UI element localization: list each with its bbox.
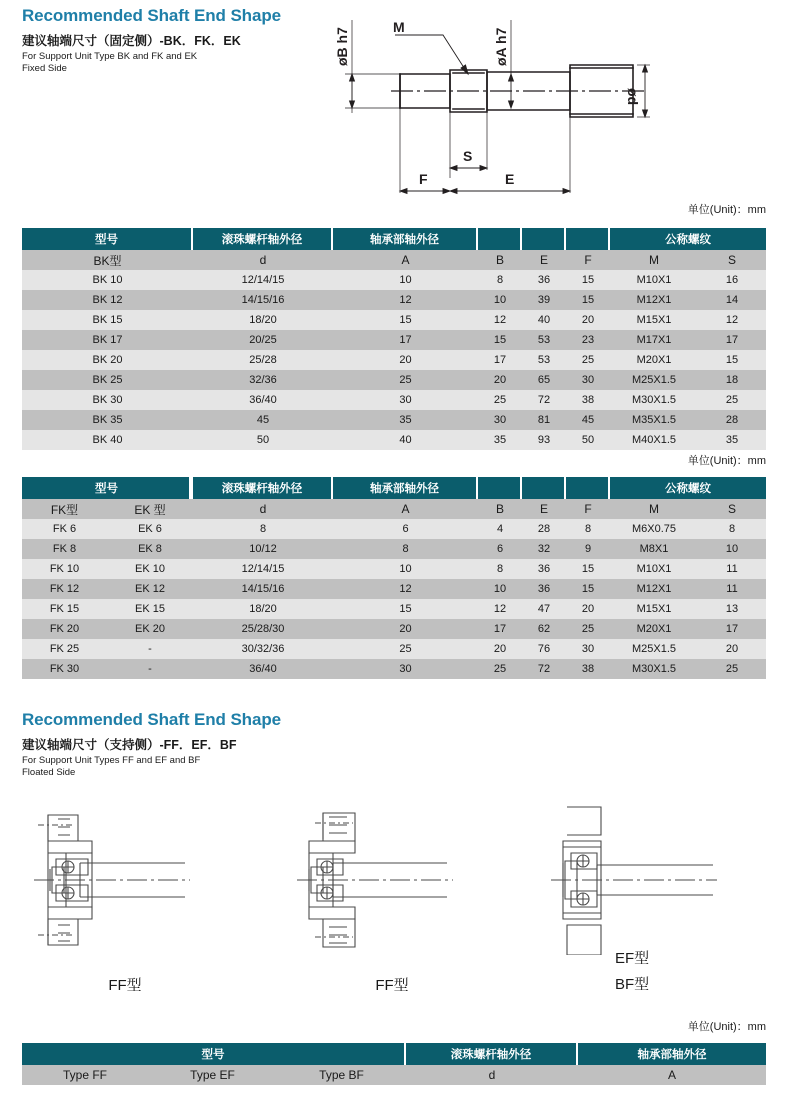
label-E: E	[505, 171, 515, 187]
table-cell: 12	[478, 599, 522, 619]
th-blank-b-fk	[478, 477, 522, 499]
table-cell: 12/14/15	[193, 559, 333, 579]
table-cell: EK 8	[107, 539, 193, 559]
unit-label-ff: 单位(Unit)：mm	[687, 1021, 766, 1033]
table-cell: 17	[333, 330, 478, 350]
table-cell: FK 20	[22, 619, 107, 639]
table-cell: 18/20	[193, 310, 333, 330]
table-cell: M8X1	[610, 539, 698, 559]
th-nominal-thread-fk: 公称螺纹	[610, 477, 766, 499]
table-row	[22, 350, 766, 370]
section-fixed-side	[22, 6, 322, 75]
table-cell: 25/28/30	[193, 619, 333, 639]
table-cell: 72	[522, 390, 566, 410]
table-cell: 28	[698, 410, 766, 430]
table-fk-subheader-row	[22, 499, 766, 519]
table-cell: 76	[522, 639, 566, 659]
table-cell: 81	[522, 410, 566, 430]
table-cell: 50	[193, 430, 333, 450]
table-cell: -	[107, 659, 193, 679]
table-cell: 25	[698, 390, 766, 410]
sub-a-fk: A	[333, 499, 478, 519]
table-cell: 8	[193, 519, 333, 539]
table-cell: FK 8	[22, 539, 107, 559]
table-row	[22, 410, 766, 430]
table-cell: 35	[698, 430, 766, 450]
table-cell: 72	[522, 659, 566, 679]
table-cell: 25/28	[193, 350, 333, 370]
table-cell: 39	[522, 290, 566, 310]
table-cell: 8	[566, 519, 610, 539]
table-cell: 11	[698, 559, 766, 579]
table-cell: 32/36	[193, 370, 333, 390]
table-bk-body	[22, 270, 766, 450]
table-cell: BK 12	[22, 290, 193, 310]
table-cell: 28	[522, 519, 566, 539]
th-screw-od: 滚珠螺杆轴外径	[193, 228, 333, 250]
support-unit-drawing-ef-bf	[545, 805, 745, 955]
table-row	[22, 639, 766, 659]
table-cell: 25	[566, 350, 610, 370]
table-bk	[22, 228, 766, 450]
table-cell: 15	[478, 330, 522, 350]
th-model-ff: 型号	[22, 1043, 406, 1065]
table-cell: M35X1.5	[610, 410, 698, 430]
table-row	[22, 559, 766, 579]
label-oA: øA h7	[493, 27, 509, 66]
table-cell: 20	[566, 310, 610, 330]
table-cell: 25	[698, 659, 766, 679]
table-cell: 53	[522, 330, 566, 350]
table-cell: 62	[522, 619, 566, 639]
section-subtitle-en1-floated: For Support Unit Types FF and EF and BF	[22, 755, 201, 766]
sub-b: B	[478, 250, 522, 270]
figure-label-ff-1: FF型	[108, 977, 142, 994]
table-cell: 25	[333, 639, 478, 659]
table-row	[22, 659, 766, 679]
support-unit-drawing-ff-2	[295, 805, 505, 955]
section-subtitle-en2-fixed: Fixed Side	[22, 63, 67, 74]
sub-ek-type: EK 型	[107, 499, 193, 519]
table-cell: 12	[333, 579, 478, 599]
th-blank-f	[566, 228, 610, 250]
label-F: F	[419, 171, 428, 187]
table-cell: 30	[566, 370, 610, 390]
sub-f-fk: F	[566, 499, 610, 519]
table-cell: 20	[698, 639, 766, 659]
table-cell: FK 15	[22, 599, 107, 619]
table-bk-subheader-row	[22, 250, 766, 270]
table-cell: 20	[478, 639, 522, 659]
table-cell: 15	[566, 579, 610, 599]
table-cell: M10X1	[610, 270, 698, 290]
table-fk-header-row	[22, 477, 766, 499]
label-M: M	[393, 19, 405, 35]
sub-m-fk: M	[610, 499, 698, 519]
table-cell: 15	[333, 599, 478, 619]
table-cell: 30	[333, 390, 478, 410]
table-cell: 10/12	[193, 539, 333, 559]
th-screw-od-ff: 滚珠螺杆轴外径	[406, 1043, 578, 1065]
table-cell: 30	[566, 639, 610, 659]
table-cell: 14/15/16	[193, 290, 333, 310]
table-cell: M30X1.5	[610, 659, 698, 679]
table-cell: BK 17	[22, 330, 193, 350]
table-cell: 6	[478, 539, 522, 559]
table-cell: 50	[566, 430, 610, 450]
section-subtitle-en1-fixed: For Support Unit Type BK and FK and EK	[22, 51, 198, 62]
sub-type-ff: Type FF	[22, 1065, 148, 1085]
table-cell: 6	[333, 519, 478, 539]
table-cell: BK 15	[22, 310, 193, 330]
th-bearing-od: 轴承部轴外径	[333, 228, 478, 250]
table-ff-header-row	[22, 1043, 766, 1065]
table-cell: 17	[478, 619, 522, 639]
table-cell: 47	[522, 599, 566, 619]
table-cell: M12X1	[610, 579, 698, 599]
table-cell: 8	[478, 559, 522, 579]
table-cell: 11	[698, 579, 766, 599]
table-cell: 45	[566, 410, 610, 430]
sub-m: M	[610, 250, 698, 270]
table-cell: 32	[522, 539, 566, 559]
table-row	[22, 430, 766, 450]
table-cell: M17X1	[610, 330, 698, 350]
table-cell: M20X1	[610, 619, 698, 639]
table-cell: 13	[698, 599, 766, 619]
table-bk-header-row	[22, 228, 766, 250]
table-cell: 12/14/15	[193, 270, 333, 290]
table-cell: 4	[478, 519, 522, 539]
sub-b-fk: B	[478, 499, 522, 519]
support-unit-drawing-ff-1	[30, 805, 240, 955]
table-cell: 10	[333, 559, 478, 579]
label-od: ød	[625, 88, 641, 106]
table-cell: 20	[333, 350, 478, 370]
table-cell: 10	[698, 539, 766, 559]
figure-label-ef: EF型	[615, 950, 650, 967]
shaft-end-drawing-fixed	[325, 8, 775, 208]
table-cell: BK 30	[22, 390, 193, 410]
table-cell: 36	[522, 559, 566, 579]
sub-d: d	[193, 250, 333, 270]
sub-e-fk: E	[522, 499, 566, 519]
sub-s-fk: S	[698, 499, 766, 519]
th-bearing-od-ff: 轴承部轴外径	[578, 1043, 766, 1065]
table-cell: 36	[522, 579, 566, 599]
figure-label-ff-2: FF型	[375, 977, 409, 994]
table-cell: 18/20	[193, 599, 333, 619]
label-oB: øB h7	[334, 27, 350, 66]
unit-label-fk: 单位(Unit)：mm	[687, 455, 766, 467]
table-cell: 15	[566, 290, 610, 310]
table-row	[22, 519, 766, 539]
ff-2-svg	[295, 805, 505, 955]
table-ff-ef-bf	[22, 1043, 766, 1085]
table-cell: 25	[478, 390, 522, 410]
section-floated-side	[22, 710, 362, 779]
table-row	[22, 539, 766, 559]
sub-f: F	[566, 250, 610, 270]
unit-label-bk: 单位(Unit)：mm	[687, 204, 766, 216]
table-cell: M12X1	[610, 290, 698, 310]
table-cell: 20	[478, 370, 522, 390]
sub-fk-type: FK型	[22, 499, 107, 519]
table-row	[22, 310, 766, 330]
table-cell: EK 20	[107, 619, 193, 639]
th-nominal-thread: 公称螺纹	[610, 228, 766, 250]
sub-a: A	[333, 250, 478, 270]
table-cell: M15X1	[610, 310, 698, 330]
table-cell: 30	[333, 659, 478, 679]
shaft-end-svg	[325, 8, 775, 208]
table-row	[22, 619, 766, 639]
table-cell: EK 15	[107, 599, 193, 619]
table-cell: EK 10	[107, 559, 193, 579]
table-cell: 17	[698, 619, 766, 639]
table-cell: M6X0.75	[610, 519, 698, 539]
table-row	[22, 579, 766, 599]
table-row	[22, 290, 766, 310]
table-cell: M25X1.5	[610, 639, 698, 659]
table-cell: BK 10	[22, 270, 193, 290]
table-cell: FK 6	[22, 519, 107, 539]
table-cell: M25X1.5	[610, 370, 698, 390]
table-cell: 14/15/16	[193, 579, 333, 599]
table-cell: 36/40	[193, 390, 333, 410]
table-row	[22, 599, 766, 619]
table-cell: 12	[698, 310, 766, 330]
table-cell: 15	[698, 350, 766, 370]
table-ff-subheader-row	[22, 1065, 766, 1085]
table-cell: EK 12	[107, 579, 193, 599]
sub-s: S	[698, 250, 766, 270]
table-cell: M40X1.5	[610, 430, 698, 450]
table-cell: M30X1.5	[610, 390, 698, 410]
table-cell: 10	[333, 270, 478, 290]
table-cell: 23	[566, 330, 610, 350]
table-cell: 8	[333, 539, 478, 559]
table-cell: M10X1	[610, 559, 698, 579]
table-cell: 20	[333, 619, 478, 639]
table-fk-ek	[22, 477, 766, 679]
table-fk-body	[22, 519, 766, 679]
table-cell: M20X1	[610, 350, 698, 370]
table-cell: 16	[698, 270, 766, 290]
table-row	[22, 390, 766, 410]
th-model: 型号	[22, 228, 193, 250]
th-bearing-od-fk: 轴承部轴外径	[333, 477, 478, 499]
table-cell: 53	[522, 350, 566, 370]
table-cell: 20	[566, 599, 610, 619]
table-cell: 30	[478, 410, 522, 430]
sub-a-ff: A	[578, 1065, 766, 1085]
table-cell: 10	[478, 579, 522, 599]
table-cell: 17	[478, 350, 522, 370]
table-cell: 36	[522, 270, 566, 290]
table-cell: 93	[522, 430, 566, 450]
th-model-fk: 型号	[22, 477, 193, 499]
table-cell: FK 25	[22, 639, 107, 659]
table-cell: 25	[566, 619, 610, 639]
section-subtitle-cn-fixed: 建议轴端尺寸（固定侧）-BK．FK．EK	[22, 34, 241, 48]
table-cell: BK 35	[22, 410, 193, 430]
section-title-floated: Recommended Shaft End Shape	[22, 710, 281, 729]
sub-e: E	[522, 250, 566, 270]
table-cell: -	[107, 639, 193, 659]
th-blank-b	[478, 228, 522, 250]
table-cell: 12	[478, 310, 522, 330]
sub-d-fk: d	[193, 499, 333, 519]
table-cell: EK 6	[107, 519, 193, 539]
section-subtitle-cn-floated: 建议轴端尺寸（支持侧）-FF．EF．BF	[22, 738, 237, 752]
table-cell: 38	[566, 390, 610, 410]
table-cell: 17	[698, 330, 766, 350]
table-cell: 35	[333, 410, 478, 430]
figure-label-bf: BF型	[615, 976, 650, 993]
th-blank-f-fk	[566, 477, 610, 499]
table-cell: BK 40	[22, 430, 193, 450]
table-cell: FK 12	[22, 579, 107, 599]
table-cell: 25	[333, 370, 478, 390]
table-cell: 65	[522, 370, 566, 390]
sub-type-ef: Type EF	[148, 1065, 277, 1085]
table-row	[22, 330, 766, 350]
th-blank-e-fk	[522, 477, 566, 499]
table-cell: 8	[698, 519, 766, 539]
table-cell: 35	[478, 430, 522, 450]
table-cell: BK 20	[22, 350, 193, 370]
th-blank-e	[522, 228, 566, 250]
ef-bf-svg	[545, 805, 745, 955]
table-cell: 14	[698, 290, 766, 310]
sub-bk-type: BK型	[22, 250, 193, 270]
table-cell: 15	[333, 310, 478, 330]
table-cell: 15	[566, 270, 610, 290]
table-cell: FK 30	[22, 659, 107, 679]
table-cell: 9	[566, 539, 610, 559]
table-cell: 38	[566, 659, 610, 679]
table-cell: FK 10	[22, 559, 107, 579]
table-cell: 25	[478, 659, 522, 679]
table-cell: BK 25	[22, 370, 193, 390]
table-cell: 10	[478, 290, 522, 310]
section-subtitle-en2-floated: Floated Side	[22, 767, 76, 778]
table-row	[22, 370, 766, 390]
table-cell: M15X1	[610, 599, 698, 619]
table-cell: 15	[566, 559, 610, 579]
table-cell: 36/40	[193, 659, 333, 679]
table-cell: 40	[333, 430, 478, 450]
table-cell: 30/32/36	[193, 639, 333, 659]
sub-type-bf: Type BF	[277, 1065, 406, 1085]
table-cell: 40	[522, 310, 566, 330]
label-S: S	[463, 148, 473, 164]
table-cell: 45	[193, 410, 333, 430]
table-cell: 12	[333, 290, 478, 310]
section-title-fixed: Recommended Shaft End Shape	[22, 6, 281, 25]
table-cell: 20/25	[193, 330, 333, 350]
ff-1-svg	[30, 805, 240, 955]
table-cell: 18	[698, 370, 766, 390]
th-screw-od-fk: 滚珠螺杆轴外径	[193, 477, 333, 499]
table-cell: 8	[478, 270, 522, 290]
sub-d-ff: d	[406, 1065, 578, 1085]
table-row	[22, 270, 766, 290]
